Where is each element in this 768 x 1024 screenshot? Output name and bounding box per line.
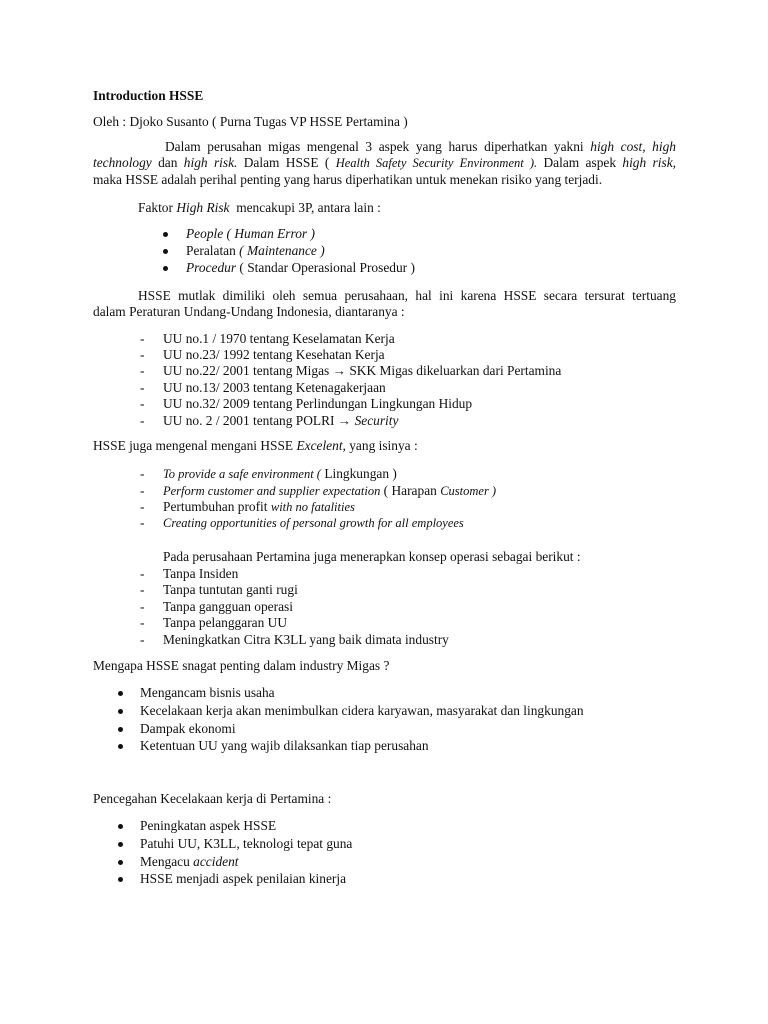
- law-intro-line-1: HSSE mutlak dimiliki oleh semua perusahaan, hal ini karena HSSE secara tersurat tertuang: [138, 288, 676, 303]
- dash-marker: -: [140, 515, 145, 530]
- author-line: Oleh : Djoko Susanto ( Purna Tugas VP HSSE Pertamina ): [93, 114, 408, 129]
- bullet-dot: [118, 824, 123, 829]
- dash-marker: -: [140, 413, 145, 428]
- law-item: UU no.1 / 1970 tentang Keselamatan Kerja: [163, 331, 395, 346]
- why-item: Ketentuan UU yang wajib dilaksankan tiap perusahan: [140, 738, 429, 753]
- dash-marker: -: [140, 347, 145, 362]
- dash-marker: -: [140, 615, 145, 630]
- pertamina-item: Tanpa tuntutan ganti rugi: [163, 582, 298, 597]
- excellent-item: Pertumbuhan profit with no fatalities: [163, 499, 355, 514]
- bullet-dot: [118, 860, 123, 865]
- dash-marker: -: [140, 331, 145, 346]
- why-heading: Mengapa HSSE snagat penting dalam industry Migas ?: [93, 658, 390, 673]
- factor-item-procedur: Procedur ( Standar Operasional Prosedur ): [186, 260, 415, 275]
- intro-line-3: maka HSSE adalah perihal penting yang harus diperhatikan untuk menekan risiko yang terjadi.: [93, 172, 603, 187]
- document-title: Introduction HSSE: [93, 88, 204, 103]
- pertamina-item: Tanpa gangguan operasi: [163, 599, 293, 614]
- law-intro-line-2: dalam Peraturan Undang-Undang Indonesia, diantaranya :: [93, 304, 405, 319]
- pertamina-item: Tanpa pelanggaran UU: [163, 615, 287, 630]
- why-item: Mengancam bisnis usaha: [140, 685, 275, 700]
- prevent-item: Peningkatan aspek HSSE: [140, 818, 277, 833]
- excellent-item: Perform customer and supplier expectation ( Harapan Customer ): [163, 483, 497, 498]
- dash-marker: -: [140, 599, 145, 614]
- prevent-item: Mengacu accident: [140, 854, 239, 869]
- dash-marker: -: [140, 363, 145, 378]
- dash-marker: -: [140, 499, 145, 514]
- why-item: Kecelakaan kerja akan menimbulkan cidera karyawan, masyarakat dan lingkungan: [140, 703, 584, 718]
- law-item: UU no.32/ 2009 tentang Perlindungan Lingkungan Hidup: [163, 396, 473, 411]
- bullet-dot: [118, 727, 123, 732]
- bullet-dot: [118, 744, 123, 749]
- factor-line: Faktor High Risk mencakupi 3P, antara lain :: [138, 200, 381, 215]
- law-item: UU no. 2 / 2001 tentang POLRI → Security: [163, 413, 399, 428]
- excellent-item: Creating opportunities of personal growth for all employees: [163, 516, 464, 530]
- bullet-dot: [118, 842, 123, 847]
- excellent-heading: HSSE juga mengenal mengani HSSE Excelent, yang isinya :: [93, 438, 418, 453]
- intro-line-1: Dalam perusahan migas mengenal 3 aspek yang harus diperhatkan yakni high cost, high: [165, 139, 676, 154]
- prevent-heading: Pencegahan Kecelakaan kerja di Pertamina :: [93, 791, 332, 806]
- bullet-dot: [163, 232, 168, 237]
- prevent-item: HSSE menjadi aspek penilaian kinerja: [140, 871, 347, 886]
- bullet-dot: [163, 266, 168, 271]
- law-item: UU no.22/ 2001 tentang Migas → SKK Migas dikeluarkan dari Pertamina: [163, 363, 562, 378]
- prevent-item: Patuhi UU, K3LL, teknologi tepat guna: [140, 836, 353, 851]
- why-item: Dampak ekonomi: [140, 721, 236, 736]
- law-item: UU no.13/ 2003 tentang Ketenagakerjaan: [163, 380, 386, 395]
- dash-marker: -: [140, 380, 145, 395]
- pertamina-intro: Pada perusahaan Pertamina juga menerapkan konsep operasi sebagai berikut :: [163, 549, 581, 564]
- excellent-item: To provide a safe environment ( Lingkungan ): [163, 466, 397, 481]
- dash-marker: -: [140, 483, 145, 498]
- pertamina-item: Tanpa Insiden: [163, 566, 239, 581]
- pertamina-item: Meningkatkan Citra K3LL yang baik dimata industry: [163, 632, 449, 647]
- dash-marker: -: [140, 632, 145, 647]
- dash-marker: -: [140, 396, 145, 411]
- dash-marker: -: [140, 582, 145, 597]
- intro-line-2: technology dan high risk. Dalam HSSE ( Health Safety Security Environment ). Dalam aspek high risk,: [93, 155, 676, 170]
- bullet-dot: [163, 249, 168, 254]
- dash-marker: -: [140, 566, 145, 581]
- bullet-dot: [118, 709, 123, 714]
- factor-item-people: People ( Human Error ): [186, 226, 315, 241]
- factor-item-peralatan: Peralatan ( Maintenance ): [186, 243, 325, 258]
- law-item: UU no.23/ 1992 tentang Kesehatan Kerja: [163, 347, 385, 362]
- bullet-dot: [118, 877, 123, 882]
- bullet-dot: [118, 691, 123, 696]
- dash-marker: -: [140, 466, 145, 481]
